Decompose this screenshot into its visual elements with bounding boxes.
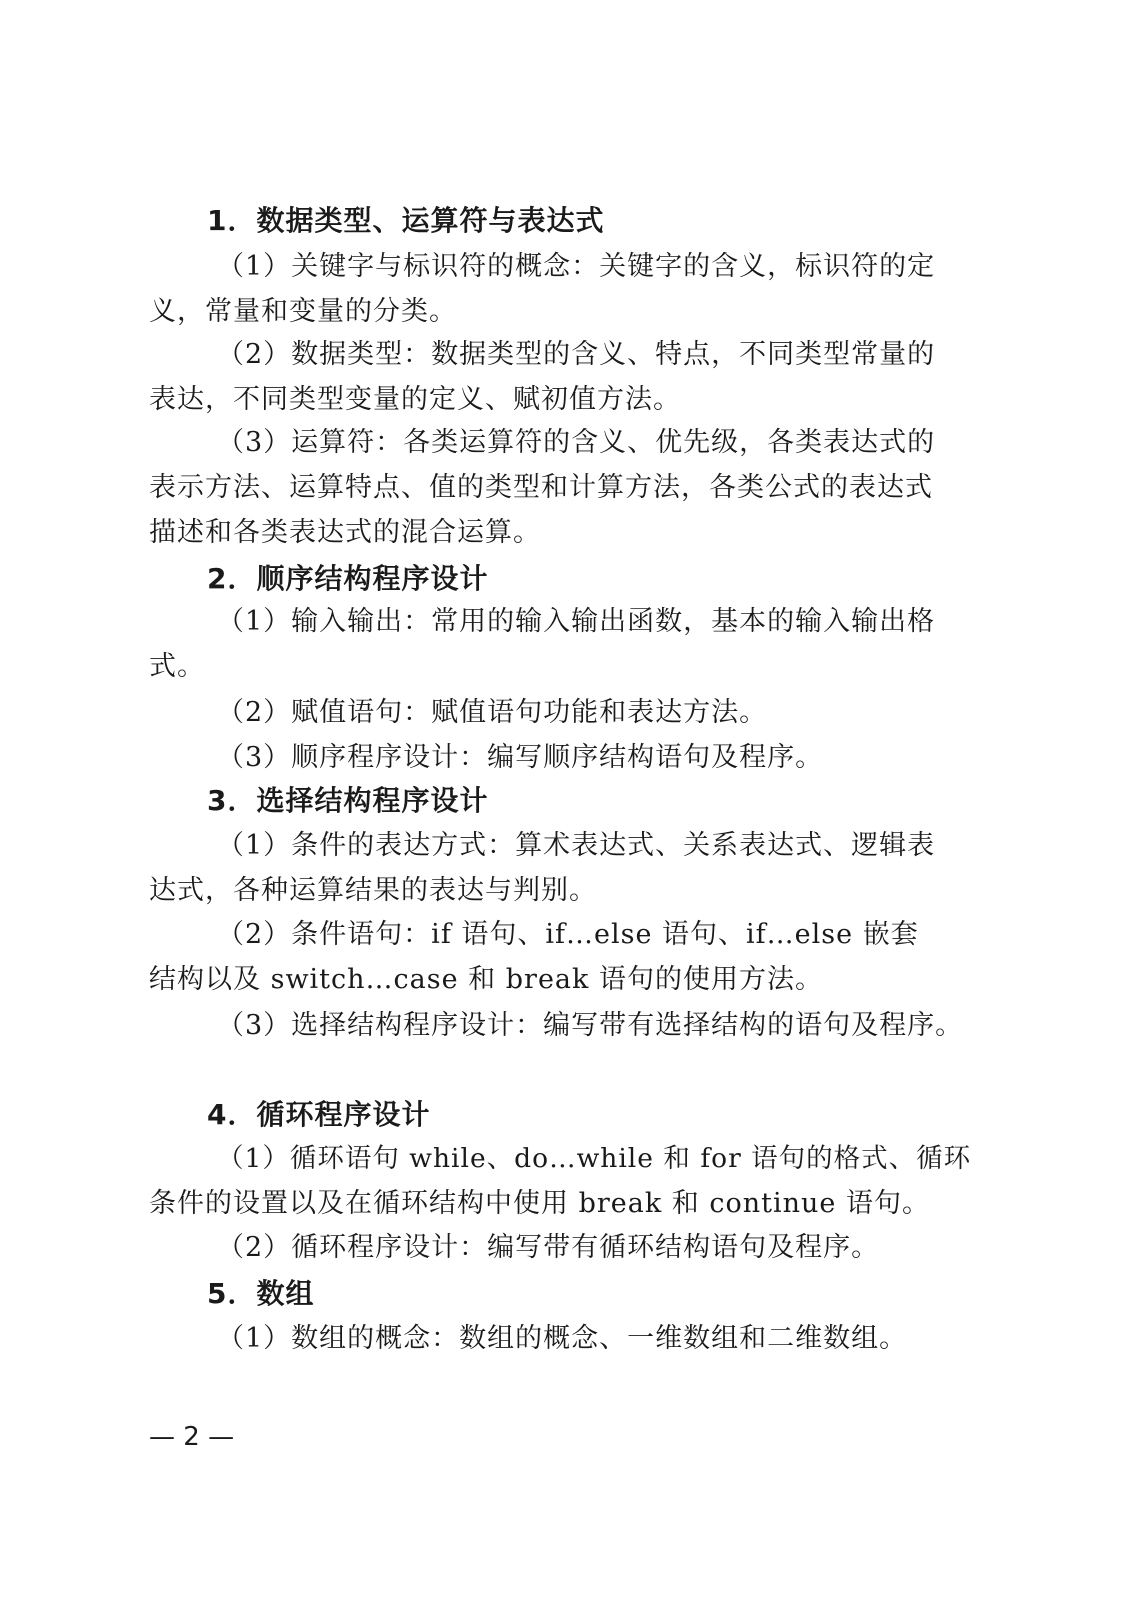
paragraph-line: （1）条件的表达方式：算术表达式、关系表达式、逻辑表	[217, 830, 936, 861]
paragraph-line: 表示方法、运算特点、值的类型和计算方法，各类公式的表达式	[149, 472, 933, 503]
section-heading-3: 3．选择结构程序设计	[207, 784, 489, 817]
paragraph-line: （3）选择结构程序设计：编写带有选择结构的语句及程序。	[217, 1010, 964, 1041]
page-number: — 2 —	[149, 1422, 235, 1452]
section-heading-4: 4．循环程序设计	[207, 1098, 431, 1131]
section-heading-5: 5．数组	[207, 1277, 315, 1310]
paragraph-line: （1）输入输出：常用的输入输出函数，基本的输入输出格	[217, 606, 936, 637]
paragraph-line: 条件的设置以及在循环结构中使用 break 和 continue 语句。	[149, 1188, 930, 1219]
section-heading-1: 1．数据类型、运算符与表达式	[207, 204, 605, 237]
paragraph-line: （1）循环语句 while、do…while 和 for 语句的格式、循环	[217, 1143, 972, 1174]
paragraph-line: （3）运算符：各类运算符的含义、优先级，各类表达式的	[217, 427, 936, 458]
paragraph-line: （2）数据类型：数据类型的含义、特点，不同类型常量的	[217, 339, 936, 370]
paragraph-line: （1）关键字与标识符的概念：关键字的含义，标识符的定	[217, 251, 936, 282]
paragraph-line: （2）条件语句：if 语句、if…else 语句、if…else 嵌套	[217, 919, 919, 950]
paragraph-line: 表达，不同类型变量的定义、赋初值方法。	[149, 384, 681, 415]
paragraph-line: （2）循环程序设计：编写带有循环结构语句及程序。	[217, 1232, 880, 1263]
paragraph-line: 结构以及 switch…case 和 break 语句的使用方法。	[149, 964, 823, 995]
paragraph-line: （1）数组的概念：数组的概念、一维数组和二维数组。	[217, 1323, 908, 1354]
paragraph-line: 式。	[149, 651, 205, 682]
paragraph-line: （2）赋值语句：赋值语句功能和表达方法。	[217, 697, 768, 728]
paragraph-line: 描述和各类表达式的混合运算。	[149, 517, 541, 548]
paragraph-line: （3）顺序程序设计：编写顺序结构语句及程序。	[217, 742, 824, 773]
paragraph-line: 义，常量和变量的分类。	[149, 296, 457, 327]
paragraph-line: 达式，各种运算结果的表达与判别。	[149, 875, 597, 906]
section-heading-2: 2．顺序结构程序设计	[207, 562, 489, 595]
